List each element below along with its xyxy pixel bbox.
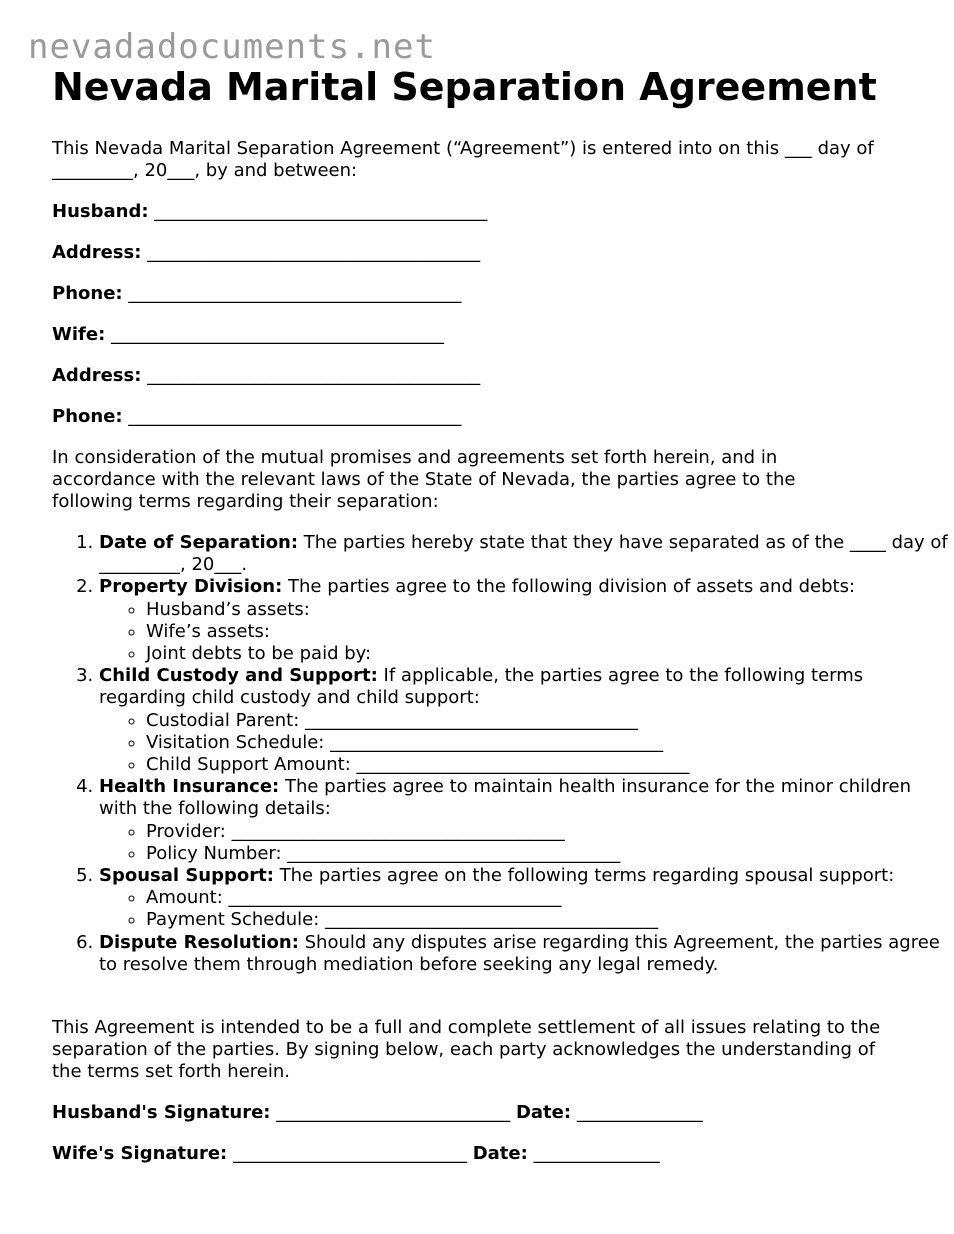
wife-address-field[interactable] xyxy=(52,365,480,387)
term-text: If applicable, the parties agree to the following terms regarding child custody and child support: xyxy=(99,665,864,709)
wife-phone-field[interactable] xyxy=(52,406,461,428)
term-text: Should any disputes arise regarding this Agreement, the parties agree to resolve them through mediation before seeking any legal remedy. xyxy=(99,931,940,975)
signature-label: Wife's Signature: xyxy=(52,1143,228,1164)
term-health-insurance xyxy=(99,776,949,865)
signature-label: Husband's Signature: xyxy=(52,1102,271,1123)
wife-signature-row[interactable] xyxy=(52,1143,660,1165)
term-dispute-resolution xyxy=(99,932,949,976)
sub-item[interactable]: ◦ Visitation Schedule: _____________________________________ xyxy=(146,732,949,754)
field-blank[interactable]: _____________________________________ xyxy=(154,201,488,222)
watermark: nevadadocuments.net xyxy=(28,27,436,67)
consideration-paragraph: In consideration of the mutual promises and agreements set forth herein, and in accordance with the relevant laws of the State of Nevada, the parties agree to the following terms regarding their separation: xyxy=(52,447,796,512)
sub-item[interactable]: ◦ Custodial Parent: _____________________________________ xyxy=(146,710,949,732)
date-label: Date: xyxy=(515,1102,572,1123)
term-heading: Child Custody and Support: xyxy=(99,665,378,687)
term-text: The parties agree on the following terms regarding spousal support: xyxy=(273,865,895,887)
term-text: The parties agree to maintain health insurance for the minor children with the following details: xyxy=(99,776,912,820)
document-title: Nevada Marital Separation Agreement xyxy=(52,65,877,109)
field-label: Husband: xyxy=(52,201,149,222)
date-blank[interactable]: ______________ xyxy=(576,1102,703,1123)
sub-item: ◦ Wife’s assets: xyxy=(146,621,949,643)
term-text: The parties hereby state that they have separated as of the ____ day of _________, 20___. xyxy=(99,532,948,576)
term-heading: Dispute Resolution: xyxy=(99,931,299,953)
terms-list xyxy=(52,532,949,976)
wife-name-field[interactable] xyxy=(52,324,444,346)
field-blank[interactable]: _____________________________________ xyxy=(147,365,481,386)
field-blank[interactable]: _____________________________________ xyxy=(147,242,481,263)
field-label: Phone: xyxy=(52,406,123,427)
term-heading: Health Insurance: xyxy=(99,776,280,798)
closing-paragraph: This Agreement is intended to be a full and complete settlement of all issues relating to the separation of the parties. By signing below, each party acknowledges the understanding of the terms set forth herein. xyxy=(52,1017,881,1082)
term-heading: Spousal Support: xyxy=(99,865,274,887)
sub-item: ◦ Husband’s assets: xyxy=(146,599,949,621)
term-heading: Date of Separation: xyxy=(99,532,299,553)
date-blank[interactable]: ______________ xyxy=(533,1143,660,1164)
husband-signature-row[interactable] xyxy=(52,1102,703,1124)
term-property-division xyxy=(99,576,949,665)
signature-blank[interactable]: __________________________ xyxy=(276,1102,511,1123)
husband-name-field[interactable] xyxy=(52,201,487,223)
sub-item[interactable]: ◦ Amount: _____________________________________ xyxy=(146,887,949,909)
field-blank[interactable]: _____________________________________ xyxy=(111,324,444,345)
husband-phone-field[interactable] xyxy=(52,283,461,305)
field-blank[interactable]: _____________________________________ xyxy=(128,406,462,427)
term-date-of-separation xyxy=(99,532,949,576)
sub-list xyxy=(99,599,949,666)
field-label: Wife: xyxy=(52,324,106,345)
sub-item[interactable]: ◦ Policy Number: _____________________________________ xyxy=(146,843,949,865)
sub-item: ◦ Joint debts to be paid by: xyxy=(146,643,949,665)
term-child-custody xyxy=(99,665,949,776)
sub-item[interactable]: ◦ Payment Schedule: _____________________________________ xyxy=(146,909,949,931)
sub-list xyxy=(99,887,949,931)
field-label: Address: xyxy=(52,365,142,386)
term-spousal-support xyxy=(99,865,949,932)
sub-list xyxy=(99,821,949,865)
sub-item[interactable]: ◦ Provider: _____________________________________ xyxy=(146,821,949,843)
sub-item[interactable]: ◦ Child Support Amount: _____________________________________ xyxy=(146,754,949,776)
term-text: The parties agree to the following division of assets and debts: xyxy=(282,576,856,598)
signature-blank[interactable]: __________________________ xyxy=(232,1143,467,1164)
date-label: Date: xyxy=(472,1143,528,1164)
field-label: Address: xyxy=(52,242,142,263)
term-heading: Property Division: xyxy=(99,576,283,598)
field-label: Phone: xyxy=(52,283,123,304)
field-blank[interactable]: _____________________________________ xyxy=(128,283,462,304)
sub-list xyxy=(99,710,949,777)
husband-address-field[interactable] xyxy=(52,242,480,264)
intro-paragraph: This Nevada Marital Separation Agreement (“Agreement”) is entered into on this ___ day of _________, 20___, by and between: xyxy=(52,138,874,181)
